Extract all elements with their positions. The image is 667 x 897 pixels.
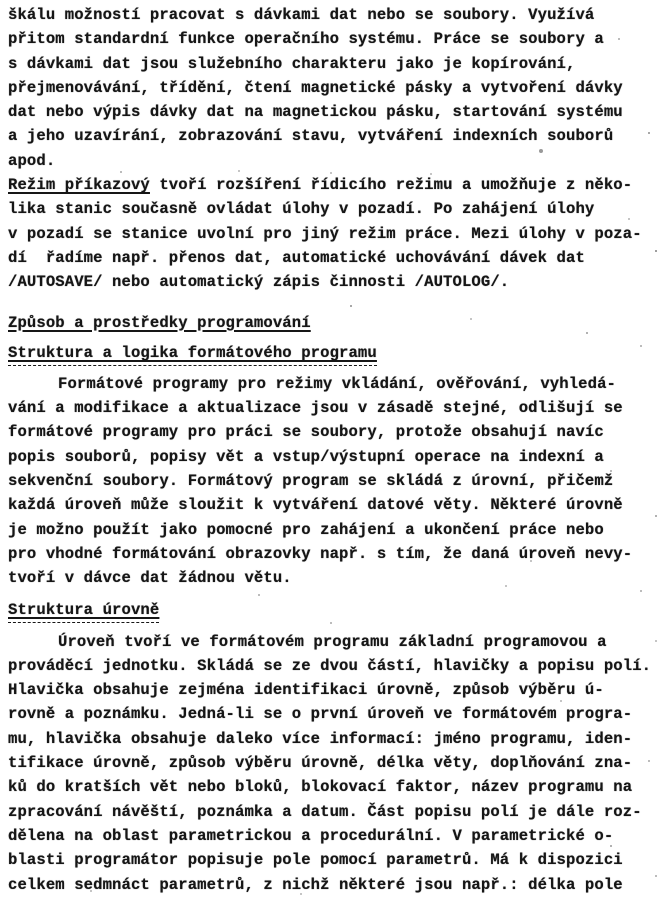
text-line: ků do kratších vět nebo bloků, blokovací faktor, název programu na [8, 778, 633, 797]
text-line: blasti programátor popisuje pole pomocí parametrů. Má k dispozici [8, 851, 623, 870]
text-line: přitom standardní funkce operačního systému. Práce se soubory a [8, 30, 604, 49]
heading-text: Způsob a prostředky programování [8, 313, 311, 332]
text-line: škálu možností pracovat s dávkami dat nebo se soubory. Využívá [8, 6, 595, 24]
text-line: /AUTOSAVE/ nebo automatický zápis činnosti /AUTOLOG/. [8, 273, 510, 292]
underlined-term-rezim-prikazovy: Režim příkazový [8, 176, 150, 195]
text-line: formátové programy pro práci se soubory, protože obsahují navíc [8, 423, 604, 442]
text-line: sekvenční soubory. Formátový program se skládá z úrovní, přičemž [8, 472, 614, 491]
text-line: lika stanic současně ovládat úlohy v pozadí. Po zahájení úlohy [8, 200, 595, 219]
text-line: Formátové programy pro režimy vkládání, ověřování, vyhledá- [58, 374, 617, 393]
scan-noise [0, 0, 2, 2]
text-line: je možno použít jako pomocné pro zahájení a ukončení práce nebo [8, 520, 604, 539]
text-line: mu, hlavička obsahuje daleko více informací: jméno programu, iden- [8, 729, 633, 748]
text-line: dat nebo výpis dávky dat na magnetickou pásku, startování systému [8, 103, 623, 122]
text-line: dělena na oblast parametrickou a procedurální. V parametrické o- [8, 826, 614, 845]
paragraph-command-mode [8, 173, 663, 294]
text-line: přejmenovávání, třídění, čtení magnetické pásky a vytvoření dávky [8, 78, 623, 97]
section-heading-programming [8, 311, 663, 335]
text-line: rovně a poznámku. Jedná-li se o první úroveň ve formátovém progra- [8, 705, 633, 724]
heading-text: Struktura úrovně [8, 600, 159, 623]
text-line: vání a modifikace a aktualizace jsou v zásadě stejné, odlišují se [8, 399, 623, 418]
text-line: prováděcí jednotku. Skládá se ze dvou částí, hlavičky a popisu polí. [8, 656, 652, 675]
text-line [8, 173, 663, 197]
paragraph-batch-operations [8, 3, 663, 173]
text-line: tifikace úrovně, způsob výběru úrovně, délka věty, doplňování zna- [8, 754, 633, 773]
text-line: dí řadíme např. přenos dat, automatické uchovávání dávek dat [8, 248, 585, 267]
text-line: apod. [8, 151, 56, 170]
subsection-heading-format-program-structure [8, 341, 663, 366]
text-line: zpracování návěští, poznámka a datum. Část popisu polí je dále roz- [8, 802, 642, 821]
text-line: celkem sedmnáct parametrů, z nichž některé jsou např.: délka pole [8, 875, 623, 894]
text-line: každá úroveň může sloužit k vytváření datové věty. Některé úrovně [8, 496, 623, 515]
text-line: tvoří v dávce dat žádnou větu. [8, 569, 292, 588]
text-line: popis souborů, popisy vět a vstup/výstupní operace na indexní a [8, 447, 604, 466]
text-line: v pozadí se stanice uvolní pro jiný režim práce. Mezi úlohy v poza- [8, 224, 642, 243]
text-line: s dávkami dat jsou služebního charakteru jako je kopírování, [8, 54, 576, 73]
paragraph-level-description [8, 630, 663, 897]
heading-text: Struktura a logika formátového programu [8, 343, 377, 366]
text-span: tvoří rozšíření řídicího režimu a umožňuje z něko- [149, 176, 633, 195]
text-line: pro vhodné formátování obrazovky např. s tím, že daná úroveň nevy- [8, 544, 633, 563]
subsection-heading-level-structure [8, 598, 663, 623]
paragraph-format-programs [8, 372, 663, 591]
text-line: Hlavička obsahuje zejména identifikaci úrovně, způsob výběru ú- [8, 681, 604, 700]
text-line: Úroveň tvoří ve formátovém programu základní programovou a [58, 632, 607, 651]
text-line: a jeho uzavírání, zobrazování stavu, vytváření indexních souborů [8, 127, 614, 146]
